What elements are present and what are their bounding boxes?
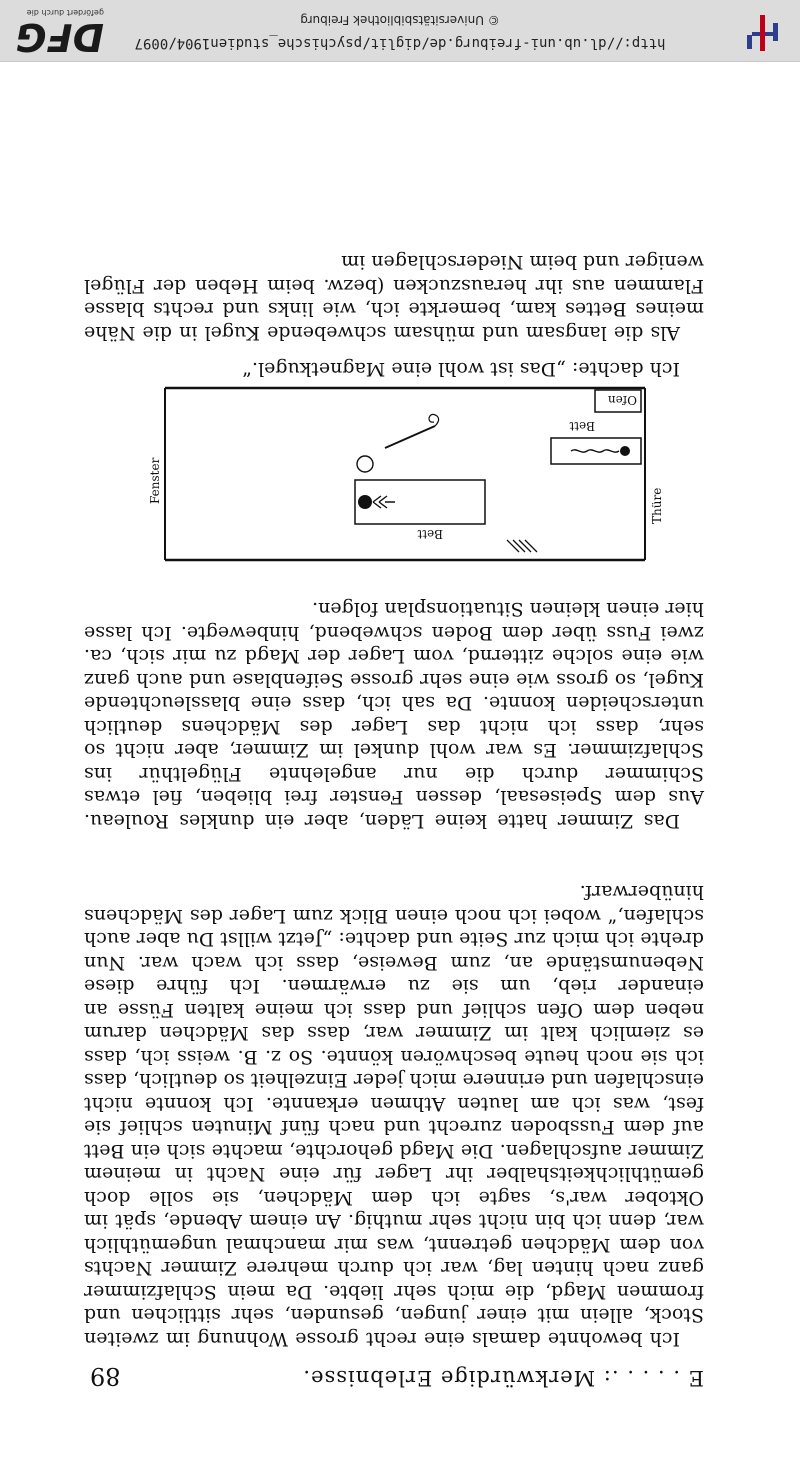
writer-head-dot (358, 495, 372, 509)
paragraph-3 (84, 356, 704, 380)
maid-figure-squiggle (571, 450, 619, 452)
ball-path-stroke (385, 426, 435, 448)
situation-plan-diagram (148, 384, 664, 564)
paragraph-1 (84, 840, 704, 1350)
dfg-logo-text: DFG (15, 15, 104, 59)
stove-label: Ofen (607, 393, 637, 407)
dfg-subtitle: gefördert durch die (26, 8, 104, 17)
running-head: E . . . . .: Merkwürdige Erlebnisse. (302, 1366, 704, 1390)
copyright-notice: © Universitätsbibliothek Freiburg (300, 13, 500, 27)
paragraph-1-text: Ich bewohnte damals eine recht grosse Wohnung im zweiten Stock, allein mit einer jungen, gesunden, sehr sittlichen und frommen Magd, die mich sehr liebte. Da mein Schlafzimmer ganz nach hinten lag, war ich durch mehrere Zimmer Nachts von dem Mädchen getrennt, was mir manchmal ungemüthlich war, denn ich bin nicht sehr muthig. An einem Abende, spät im Oktober war's, sagte ich dem Mädchen, sie solle doch gemüthlichkeitshalber ihr Lager für eine Nacht in meinem Zimmer aufschlagen. Die Magd gehorchte, machte sich ein Bett auf dem Fussboden zurecht und nach fünf Minuten schlief sie fest, was ich am lauten Athmen erkannte. Ich konnte nicht einschlafen und erinnere mich jeder Einzelheit so deutlich, dass ich sie noch heute beschwören könnte. So z. B. weiss ich, dass es ziemlich kalt im Zimmer war, dass das Mädchen darum neben dem Ofen schlief und dass ich meine kalten Füsse an einander rieb, um sie zu erwärmen. Ich führe diese Nebenumstände an, zum Beweise, dass ich wach war. Nun drehte ich mich zur Seite und dachte: „Jetzt willst Du aber auch schlafen,“ wobei ich noch einen Blick zum Lager des Mädchens hinüberwarf. (84, 881, 704, 1350)
door-label: Thüre (650, 487, 664, 524)
page-number: 89 (90, 1362, 121, 1390)
paragraph-2-text: Das Zimmer hatte keine Läden, aber ein dunkles Rouleau. Aus dem Speisesaal, dessen Fenster frei blieben, fiel etwas Schimmer durch die nur angelehnte Flügelthür ins Schlafzimmer. Es war wohl dunkel im Zimmer, aber nicht so sehr, dass ich nicht das Lager des Mädchens deutlich unterscheiden konnte. Da sah ich, dass eine blassleuchtende Kugel, so gross wie eine sehr grosse Seifenblase und auch ganz wie eine solche zitternd, vom Lager der Magd zu mir sich, ca. zwei Fuss über dem Boden schwebend, hinbewegte. Ich lasse hier einen kleinen Situationsplan folgen. (84, 598, 704, 832)
document-url[interactable]: http://dl.ub.uni-freiburg.de/diglit/psychische_studien1904/0097 (134, 35, 666, 51)
paragraph-4-text: Als die langsam und mühsam schwebende Kugel in die Nähe meines Bettes kam, bemerkte ich, wie links und rechts blasse Flammen aus ihr herauszucken (bezw. beim Heben der Flügel weniger und beim Niederschlagen im (84, 251, 704, 344)
door-hatching (507, 540, 537, 552)
paragraph-2 (84, 598, 704, 832)
writer-bed (355, 480, 485, 524)
writer-figure-squiggle (373, 496, 395, 508)
maid-bed-label: Bett (569, 419, 595, 433)
viewer-footer-bar (0, 0, 800, 62)
paragraph-4 (84, 251, 704, 344)
maid-head-dot (620, 446, 630, 456)
window-label: Fenster (148, 457, 162, 504)
ball-trail-spiral (429, 414, 439, 426)
dfg-logo (8, 7, 104, 57)
paragraph-3-text: Ich dachte: „Das ist wohl eine Magnetkugel.“ (242, 358, 680, 380)
ub-freiburg-logo-icon (742, 13, 782, 53)
floating-ball-icon (357, 456, 373, 472)
writer-bed-label: Bett (417, 527, 443, 541)
